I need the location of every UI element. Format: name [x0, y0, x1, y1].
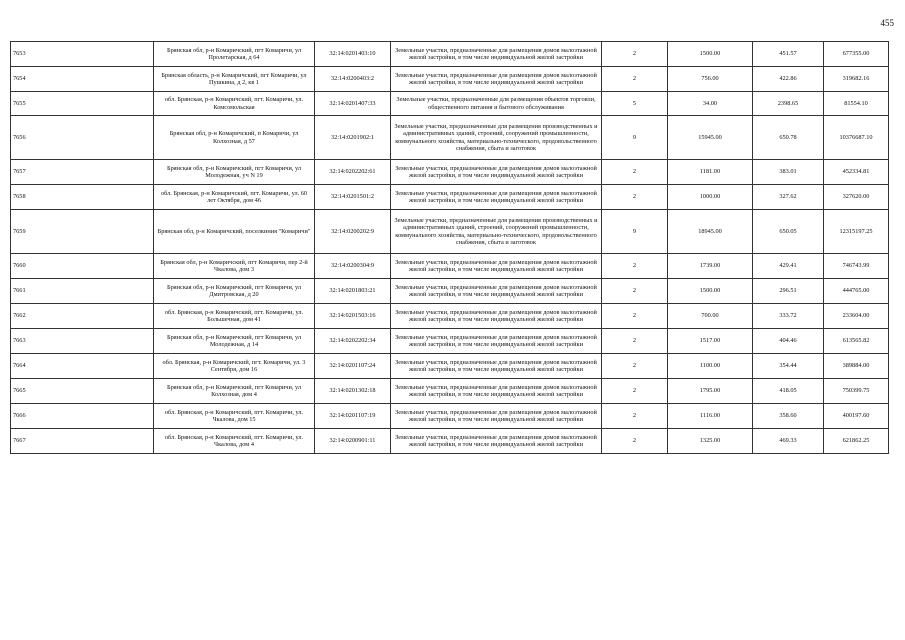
specific-value-cell: 650.05 [753, 210, 824, 254]
cadastral-value-cell: 319682.16 [824, 67, 889, 92]
specific-value-cell: 354.44 [753, 354, 824, 379]
specific-value-cell: 650.78 [753, 116, 824, 160]
permitted-use-cell: Земельные участки, предназначенные для размещения домов малоэтажной жилой застройки, в том числе индивидуальной жилой застройки [391, 185, 602, 210]
address-cell: обл. Брянская, р-н Комаричский, пгт. Комаричи, ул. Комсомольская [154, 92, 315, 116]
cadastral-number-cell: 32:14:0201501:2 [315, 185, 391, 210]
specific-value-cell: 327.62 [753, 185, 824, 210]
record-number-cell: 7658 [11, 185, 154, 210]
table-row [11, 429, 889, 454]
permitted-use-cell: Земельные участки, предназначенные для размещения домов малоэтажной жилой застройки, в том числе индивидуальной жилой застройки [391, 42, 602, 67]
category-cell: 2 [602, 379, 668, 404]
record-number-cell: 7660 [11, 254, 154, 279]
specific-value-cell: 429.41 [753, 254, 824, 279]
cadastral-value-cell: 233604.00 [824, 304, 889, 329]
category-cell: 2 [602, 254, 668, 279]
area-cell: 1000.00 [668, 185, 753, 210]
specific-value-cell: 451.57 [753, 42, 824, 67]
permitted-use-cell: Земельные участки, предназначенные для размещения домов малоэтажной жилой застройки, в том числе индивидуальной жилой застройки [391, 304, 602, 329]
record-number-cell: 7655 [11, 92, 154, 116]
address-cell: Брянская обл, р-н Комаричский, пгт Комаричи, ул Молодежная, д 14 [154, 329, 315, 354]
record-number-cell: 7664 [11, 354, 154, 379]
table-row [11, 185, 889, 210]
cadastral-number-cell: 32:14:0200202:9 [315, 210, 391, 254]
area-cell: 1181.00 [668, 160, 753, 185]
category-cell: 2 [602, 279, 668, 304]
cadastral-value-cell: 746743.99 [824, 254, 889, 279]
cadastral-value-cell: 10376687.10 [824, 116, 889, 160]
address-cell: Брянская обл, р-н Комаричский, п Комаричи, ул Колхозная, д 57 [154, 116, 315, 160]
specific-value-cell: 358.60 [753, 404, 824, 429]
category-cell: 9 [602, 210, 668, 254]
area-cell: 700.00 [668, 304, 753, 329]
cadastral-number-cell: 32:14:0200901:11 [315, 429, 391, 454]
address-cell: обл. Брянская, р-н Комаричский, пгт. Комаричи, ул. 3 Сентября, дом 16 [154, 354, 315, 379]
record-number-cell: 7665 [11, 379, 154, 404]
cadastral-number-cell: 32:14:0201107:19 [315, 404, 391, 429]
table-row [11, 329, 889, 354]
address-cell: обл. Брянская, р-н Комаричский, пгт. Комаричи, ул. Большечная, дом 41 [154, 304, 315, 329]
specific-value-cell: 333.72 [753, 304, 824, 329]
address-cell: Брянская обл, р-н Комаричский, пгт Комаричи, ул Молодежная, уч N 19 [154, 160, 315, 185]
area-cell: 1500.00 [668, 279, 753, 304]
area-cell: 1517.00 [668, 329, 753, 354]
permitted-use-cell: Земельные участки, предназначенные для размещения домов малоэтажной жилой застройки, в том числе индивидуальной жилой застройки [391, 279, 602, 304]
cadastral-value-cell: 81554.10 [824, 92, 889, 116]
cadastral-number-cell: 32:14:0200403:2 [315, 67, 391, 92]
cadastral-value-cell: 613565.82 [824, 329, 889, 354]
permitted-use-cell: Земельные участки, предназначенные для размещения домов малоэтажной жилой застройки, в том числе индивидуальной жилой застройки [391, 254, 602, 279]
area-cell: 756.00 [668, 67, 753, 92]
cadastral-number-cell: 32:14:0201403:10 [315, 42, 391, 67]
address-cell: обл. Брянская, р-н Комаричский, пгт. Комаричи, ул. Чкалова, дом 15 [154, 404, 315, 429]
table-row [11, 42, 889, 67]
cadastral-value-cell: 444765.00 [824, 279, 889, 304]
permitted-use-cell: Земельные участки, предназначенные для размещения домов малоэтажной жилой застройки, в том числе индивидуальной жилой застройки [391, 329, 602, 354]
table-row [11, 92, 889, 116]
category-cell: 2 [602, 429, 668, 454]
area-cell: 1325.00 [668, 429, 753, 454]
area-cell: 1116.00 [668, 404, 753, 429]
specific-value-cell: 2398.65 [753, 92, 824, 116]
record-number-cell: 7661 [11, 279, 154, 304]
cadastral-value-cell: 452334.81 [824, 160, 889, 185]
area-cell: 1500.00 [668, 42, 753, 67]
address-cell: Брянская обл, р-н Комаричский, пгт Комаричи, ул Пролетарская, д 64 [154, 42, 315, 67]
cadastral-value-cell: 400197.60 [824, 404, 889, 429]
area-cell: 1100.00 [668, 354, 753, 379]
permitted-use-cell: Земельные участки, предназначенные для размещения домов малоэтажной жилой застройки, в том числе индивидуальной жилой застройки [391, 379, 602, 404]
cadastral-number-cell: 32:14:0202202:61 [315, 160, 391, 185]
table-row [11, 254, 889, 279]
permitted-use-cell: Земельные участки, предназначенные для размещения домов малоэтажной жилой застройки, в том числе индивидуальной жилой застройки [391, 404, 602, 429]
table-body [11, 42, 889, 454]
category-cell: 2 [602, 304, 668, 329]
address-cell: обл. Брянская, р-н Комаричский, пгт. Комаричи, ул. 60 лет Октября, дом 46 [154, 185, 315, 210]
cadastral-value-cell: 750399.75 [824, 379, 889, 404]
cadastral-value-cell: 621862.25 [824, 429, 889, 454]
table-row [11, 116, 889, 160]
permitted-use-cell: Земельные участки, предназначенные для размещения домов малоэтажной жилой застройки, в том числе индивидуальной жилой застройки [391, 354, 602, 379]
record-number-cell: 7666 [11, 404, 154, 429]
category-cell: 2 [602, 404, 668, 429]
permitted-use-cell: Земельные участки, предназначенные для размещения домов малоэтажной жилой застройки, в том числе индивидуальной жилой застройки [391, 67, 602, 92]
cadastral-value-cell: 327620.00 [824, 185, 889, 210]
category-cell: 2 [602, 160, 668, 185]
permitted-use-cell: Земельные участки, предназначенные для размещения производственных и административных зданий, строений, сооружений промышленности, коммунального хозяйства, материально-технического, продовольственного снабжения, сбыта и заготовок [391, 116, 602, 160]
cadastral-number-cell: 32:14:0201107:24 [315, 354, 391, 379]
table-row [11, 279, 889, 304]
record-number-cell: 7653 [11, 42, 154, 67]
table-row [11, 379, 889, 404]
table-row [11, 160, 889, 185]
specific-value-cell: 418.05 [753, 379, 824, 404]
category-cell: 2 [602, 185, 668, 210]
specific-value-cell: 383.01 [753, 160, 824, 185]
specific-value-cell: 296.51 [753, 279, 824, 304]
cadastral-number-cell: 32:14:0201503:16 [315, 304, 391, 329]
specific-value-cell: 422.86 [753, 67, 824, 92]
address-cell: Брянская обл, р-н Комаричский, поселкиния "Комаричи" [154, 210, 315, 254]
cadastral-number-cell: 32:14:0201902:1 [315, 116, 391, 160]
cadastral-value-cell: 12315197.25 [824, 210, 889, 254]
record-number-cell: 7659 [11, 210, 154, 254]
address-cell: Брянская область, р-н Комаричский, пгт Комаричи, ул Пушкина, д 2, кв 1 [154, 67, 315, 92]
table-row [11, 210, 889, 254]
record-number-cell: 7657 [11, 160, 154, 185]
cadastral-number-cell: 32:14:0201407:33 [315, 92, 391, 116]
cadastral-value-cell: 389884.00 [824, 354, 889, 379]
category-cell: 2 [602, 329, 668, 354]
category-cell: 2 [602, 67, 668, 92]
record-number-cell: 7662 [11, 304, 154, 329]
specific-value-cell: 469.33 [753, 429, 824, 454]
category-cell: 9 [602, 116, 668, 160]
category-cell: 5 [602, 92, 668, 116]
cadastral-value-table [10, 41, 889, 454]
table-row [11, 354, 889, 379]
address-cell: Брянская обл, р-н Комаричский, пгт Комаричи, пер 2-й Чкалова, дом 3 [154, 254, 315, 279]
record-number-cell: 7654 [11, 67, 154, 92]
cadastral-value-cell: 677355.00 [824, 42, 889, 67]
table-row [11, 304, 889, 329]
permitted-use-cell: Земельные участки, предназначенные для размещения домов малоэтажной жилой застройки, в том числе индивидуальной жилой застройки [391, 429, 602, 454]
cadastral-number-cell: 32:14:0201803:21 [315, 279, 391, 304]
page-number: 455 [880, 18, 894, 28]
category-cell: 2 [602, 42, 668, 67]
area-cell: 1795.00 [668, 379, 753, 404]
address-cell: Брянская обл, р-н Комаричский, пгт Комаричи, ул Колхозная, дом 4 [154, 379, 315, 404]
record-number-cell: 7667 [11, 429, 154, 454]
permitted-use-cell: Земельные участки, предназначенные для размещения производственных и административных зданий, строений, сооружений промышленности, коммунального хозяйства, материально-технического, продовольственного снабжения, сбыта и заготовок [391, 210, 602, 254]
permitted-use-cell: Земельные участки, предназначенные для размещения домов малоэтажной жилой застройки, в том числе индивидуальной жилой застройки [391, 160, 602, 185]
area-cell: 18945.00 [668, 210, 753, 254]
permitted-use-cell: Земельные участки, предназначенные для размещения объектов торговли, общественного питания и бытового обслуживания [391, 92, 602, 116]
table-row [11, 67, 889, 92]
cadastral-number-cell: 32:14:0202202:34 [315, 329, 391, 354]
area-cell: 15945.00 [668, 116, 753, 160]
record-number-cell: 7656 [11, 116, 154, 160]
record-number-cell: 7663 [11, 329, 154, 354]
specific-value-cell: 404.46 [753, 329, 824, 354]
category-cell: 2 [602, 354, 668, 379]
address-cell: Брянская обл, р-н Комаричский, пгт Комаричи, ул Дмитровская, д 20 [154, 279, 315, 304]
cadastral-number-cell: 32:14:0201302:18 [315, 379, 391, 404]
area-cell: 34.00 [668, 92, 753, 116]
area-cell: 1739.00 [668, 254, 753, 279]
cadastral-number-cell: 32:14:0200304:9 [315, 254, 391, 279]
address-cell: обл. Брянская, р-н Комаричский, пгт. Комаричи, ул. Чкалова, дом 4 [154, 429, 315, 454]
table-row [11, 404, 889, 429]
